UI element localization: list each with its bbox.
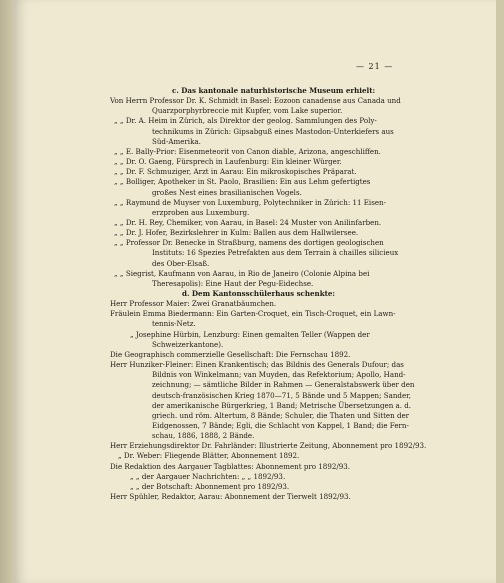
text-line: „ „ E. Bally-Prior: Eisenmeteorit von Canon diable, Arizona, angeschliffen. <box>114 146 381 156</box>
text-line: Schweizerkantone). <box>152 339 224 349</box>
text-line: schau, 1886, 1888, 2 Bände. <box>152 431 255 441</box>
text-line: „ Dr. Weber: Fliegende Blätter, Abonnement 1892. <box>118 451 300 461</box>
text-line: „ „ der Aargauer Nachrichten: „ „ 1892/93. <box>130 471 286 481</box>
book-page <box>14 0 496 583</box>
text-line: „ „ Bolliger, Apotheker in St. Paolo, Brasilien: Ein aus Lehm gefertigtes <box>114 177 371 187</box>
text-line: Theresapolis): Eine Haut der Pegu-Eidechse. <box>152 278 314 288</box>
text-line: griech. und röm. Altertum, 8 Bände; Schuler, die Thaten und Sitten der <box>152 410 410 420</box>
text-line: Herr Hunziker-Fleiner: Einen Krankentisch; das Bildnis des Generals Dufour; das <box>110 360 404 370</box>
text-line: „ „ der Botschaft: Abonnement pro 1892/93. <box>130 481 290 491</box>
text-line: Fräulein Emma Biedermann: Ein Garten-Croquet, ein Tisch-Croquet, ein Lawn- <box>110 309 396 319</box>
text-line: „ „ Raymund de Muyser von Luxemburg, Polytechniker in Zürich: 11 Eisen- <box>114 197 387 207</box>
text-line: Die Geographisch commerzielle Gesellschaft: Die Fernschau 1892. <box>110 349 351 359</box>
section-heading: d. Dem Kantonsschülerhaus schenkte: <box>182 289 336 298</box>
section-heading: c. Das kantonale naturhistorische Museum erhielt: <box>172 86 376 95</box>
text-line: Eidgenossen, 7 Bände; Egli, die Schlacht von Kappel, 1 Band; die Fern- <box>152 420 409 430</box>
text-line: Instituts: 16 Spezies Petrefakten aus dem Terrain à chailles silicieux <box>152 248 399 258</box>
text-line: „ „ Dr. J. Hofer, Bezirkslehrer in Kulm: Ballen aus dem Hallwilersee. <box>114 228 359 238</box>
text-line: großes Nest eines brasilianischen Vogels. <box>152 187 302 197</box>
text-line: tennis-Netz. <box>152 319 196 329</box>
text-line: Süd-Amerika. <box>152 136 201 146</box>
text-line: der amerikanische Bürgerkrieg, 1 Band; Metrische Übersetzungen a. d. <box>152 400 412 410</box>
text-line: technikums in Zürich: Gipsabguß eines Mastodon-Unterkiefers aus <box>152 126 394 136</box>
text-line: „ „ Professor Dr. Benecke in Straßburg, namens des dortigen geologischen <box>114 238 384 248</box>
text-line: deutsch-französischen Krieg 1870—71, 5 Bände und 5 Mappen; Sander, <box>152 390 412 400</box>
text-line: Herr Spühler, Redaktor, Aarau: Abonnement der Tierwelt 1892/93. <box>110 492 351 501</box>
text-line: Quarzporphyrbreccie mit Kupfer, vom Lake superior. <box>152 106 343 116</box>
text-line: Von Herrn Professor Dr. K. Schmidt in Basel: Eozoon canadense aus Canada und <box>110 96 401 106</box>
text-line: „ Josephine Hürbin, Lenzburg: Einen gemalten Teller (Wappen der <box>130 329 370 339</box>
text-line: Herr Professor Maier: Zwei Granatbäumchen. <box>110 299 277 309</box>
text-line: des Ober-Elsaß. <box>152 258 210 268</box>
text-line: „ „ Dr. O. Gaeng, Fürsprech in Laufenburg: Ein kleiner Würger. <box>114 157 342 167</box>
text-line: „ „ Dr. H. Rey, Chemiker, von Aarau, in Basel: 24 Muster von Anilinfarben. <box>114 217 382 227</box>
page-number: — 21 — <box>356 62 394 71</box>
text-line: zeichnung; — sämtliche Bilder in Rahmen — Generalstabswerk über den <box>152 380 415 390</box>
text-line: Herr Erziehungsdirektor Dr. Fahrländer: Illustrierte Zeitung, Abonnement pro 1892/93. <box>110 441 427 451</box>
text-line: erzproben aus Luxemburg. <box>152 207 250 217</box>
text-line: „ „ Dr. F. Schmuziger, Arzt in Aarau: Ein mikroskopisches Präparat. <box>114 167 357 177</box>
text-line: Bildnis von Winkelmann; van Muyden, das Refektorium; Apollo, Hand- <box>152 370 406 380</box>
text-line: „ „ Siegrist, Kaufmann von Aarau, in Rio de Janeiro (Colonie Alpina bei <box>114 268 370 278</box>
text-line: „ „ Dr. A. Heim in Zürich, als Direktor der geolog. Sammlungen des Poly- <box>114 116 377 126</box>
text-line: Die Redaktion des Aargauer Tagblattes: Abonnement pro 1892/93. <box>110 461 351 471</box>
